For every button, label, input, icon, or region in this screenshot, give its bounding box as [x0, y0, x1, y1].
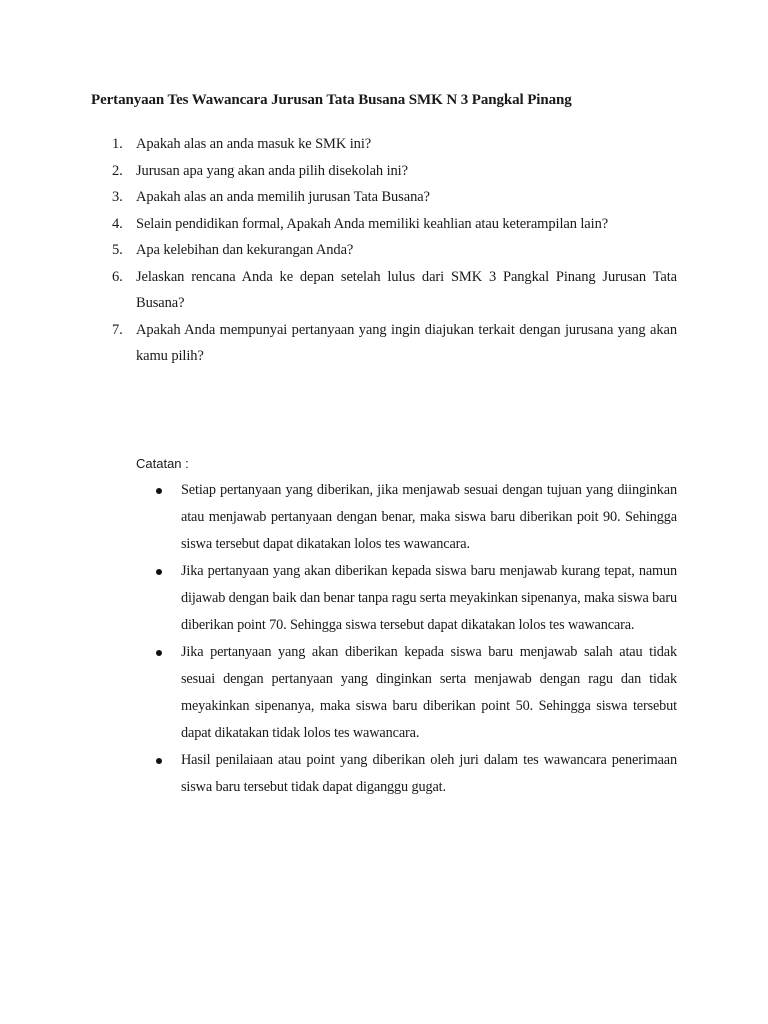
question-item: [0, 184, 677, 211]
question-text: Jurusan apa yang akan anda pilih disekolah ini?: [136, 162, 408, 179]
question-number: 5.: [112, 242, 123, 258]
question-item: [0, 317, 677, 370]
notes-list: [0, 477, 768, 801]
question-item: [0, 237, 677, 264]
bullet-icon: [156, 650, 162, 656]
question-text: Apa kelebihan dan kekurangan Anda?: [136, 242, 354, 258]
question-list: [0, 131, 768, 370]
bullet-icon: [156, 569, 162, 575]
note-text: Jika pertanyaan yang akan diberikan kepada siswa baru menjawab kurang tepat, namun dijawab dengan baik dan benar tanpa ragu serta meyakinkan sipenanya, maka siswa baru diberikan point 70. Sehingga siswa tersebut dapat dikatakan lolos tes wawancara.: [181, 563, 677, 633]
question-number: 4.: [112, 215, 123, 232]
note-text: Jika pertanyaan yang akan diberikan kepada siswa baru menjawab salah atau tidak sesuai dengan pertanyaan yang dinginkan serta menjawab dengan ragu dan tidak meyakinkan sipenanya, maka siswa baru diberikan point 50. Sehingga siswa tersebut dapat dikatakan tidak lolos tes wawancara.: [181, 644, 677, 741]
question-text: Apakah alas an anda masuk ke SMK ini?: [136, 136, 372, 152]
note-item: [0, 639, 677, 747]
note-item: [0, 558, 677, 639]
question-text: Selain pendidikan formal, Apakah Anda memiliki keahlian atau keterampilan lain?: [136, 215, 609, 232]
question-item: [0, 264, 677, 317]
bullet-icon: [156, 488, 162, 494]
question-text: Jelaskan rencana Anda ke depan setelah lulus dari SMK 3 Pangkal Pinang Jurusan Tata Busana?: [136, 268, 677, 311]
question-item: [0, 158, 677, 185]
document-title: Pertanyaan Tes Wawancara Jurusan Tata Busana SMK N 3 Pangkal Pinang: [91, 92, 572, 108]
question-item: [0, 131, 677, 158]
question-number: 2.: [112, 162, 123, 179]
question-number: 6.: [112, 268, 123, 285]
notes-heading: Catatan :: [136, 456, 189, 471]
note-item: [0, 747, 677, 801]
bullet-icon: [156, 758, 162, 764]
question-number: 1.: [112, 136, 123, 152]
question-text: Apakah Anda mempunyai pertanyaan yang ingin diajukan terkait dengan jurusana yang akan kamu pilih?: [136, 321, 677, 364]
question-number: 7.: [112, 321, 123, 338]
question-number: 3.: [112, 189, 123, 205]
question-item: [0, 211, 677, 238]
note-item: [0, 477, 677, 558]
note-text: Hasil penilaiaan atau point yang diberikan oleh juri dalam tes wawancara penerimaan siswa baru tersebut tidak dapat diganggu gugat.: [181, 752, 677, 795]
note-text: Setiap pertanyaan yang diberikan, jika menjawab sesuai dengan tujuan yang diinginkan atau menjawab pertanyaan dengan benar, maka siswa baru diberikan poit 90. Sehingga siswa tersebut dapat dikatakan lolos tes wawancara.: [181, 482, 677, 552]
question-text: Apakah alas an anda memilih jurusan Tata Busana?: [136, 189, 430, 205]
